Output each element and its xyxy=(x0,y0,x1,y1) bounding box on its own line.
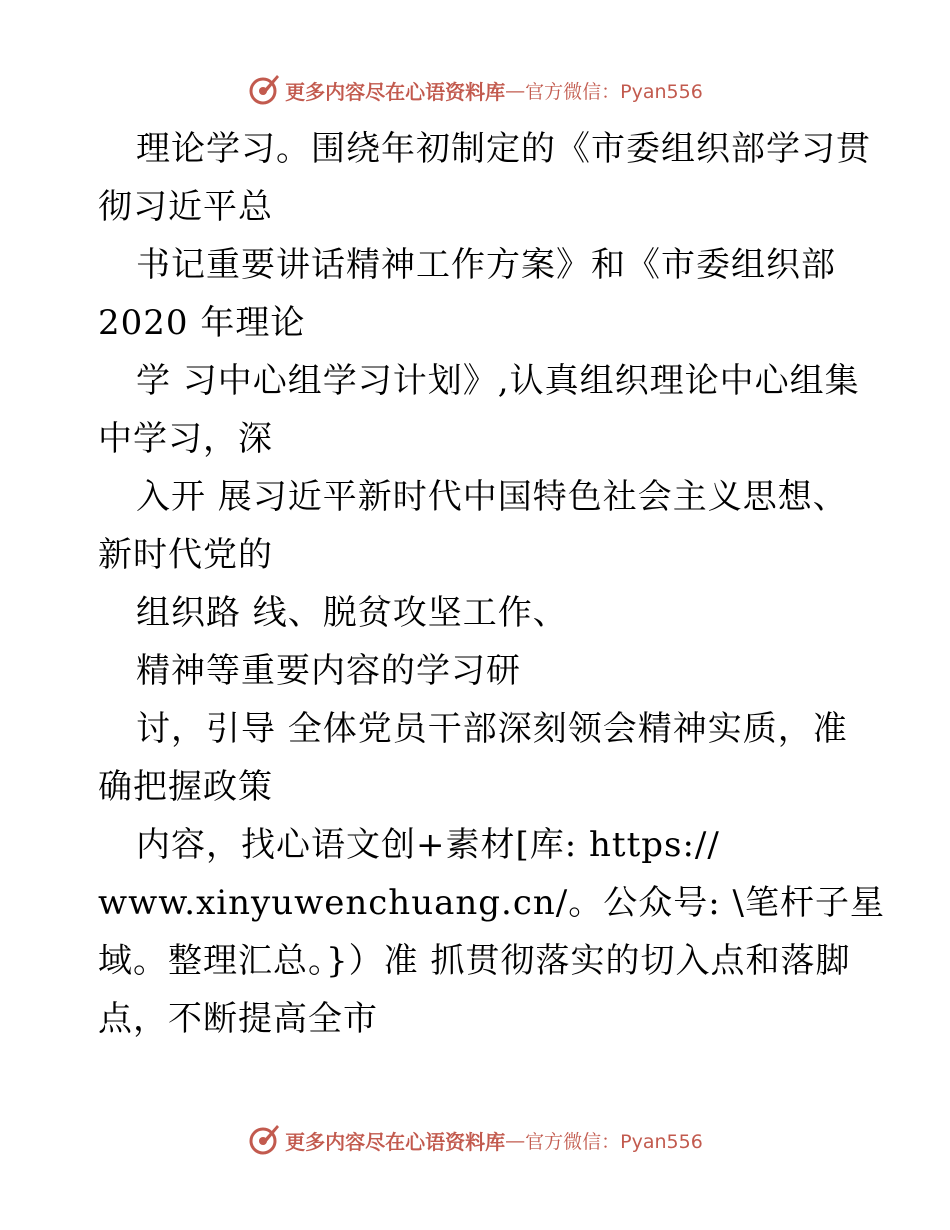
body-line: 内容，找心语文创+素材[库: https:// xyxy=(136,825,720,865)
header-banner-dash: — xyxy=(505,78,526,102)
body-line: www.xinyuwenchuang.cn/。公众号: \笔杆子星 xyxy=(98,883,885,923)
body-line: 彻习近平总 xyxy=(98,187,273,227)
body-line: 点，不断提高全市 xyxy=(98,999,378,1039)
body-line: 讨，引导 全体党员干部深刻领会精神实质，准 xyxy=(136,709,848,749)
body-line: 2020 年理论 xyxy=(98,303,306,343)
document-body xyxy=(98,120,885,1048)
footer-banner xyxy=(0,1120,950,1160)
body-line: 组织路 线、脱贫攻坚工作、 xyxy=(136,593,568,633)
body-line: 书记重要讲话精神工作方案》和《市委组织部 xyxy=(136,245,836,285)
body-line: 精神等重要内容的学习研 xyxy=(136,651,521,691)
header-banner-wechat: 官方微信：Pyan556 xyxy=(525,80,703,103)
footer-banner-text: 更多内容尽在心语资料库 xyxy=(285,1129,506,1154)
body-line: 理论学习。围绕年初制定的《市委组织部学习贯 xyxy=(136,129,871,169)
header-banner xyxy=(0,70,950,110)
quill-logo-icon xyxy=(247,73,281,107)
header-banner-text: 更多内容尽在心语资料库 xyxy=(285,79,506,104)
body-line: 新时代党的 xyxy=(98,535,273,575)
body-line: 确把握政策 xyxy=(98,767,273,807)
body-line: 入开 展习近平新时代中国特色社会主义思想、 xyxy=(136,477,848,517)
footer-banner-wechat: 官方微信：Pyan556 xyxy=(525,1130,703,1153)
footer-banner-dash: — xyxy=(505,1128,526,1152)
body-line: 中学习，深 xyxy=(98,419,273,459)
body-line: 学 习中心组学习计划》,认真组织理论中心组集 xyxy=(136,361,860,401)
body-line: 域。整理汇总。}）准 抓贯彻落实的切入点和落脚 xyxy=(98,941,851,981)
quill-logo-icon xyxy=(247,1123,281,1157)
